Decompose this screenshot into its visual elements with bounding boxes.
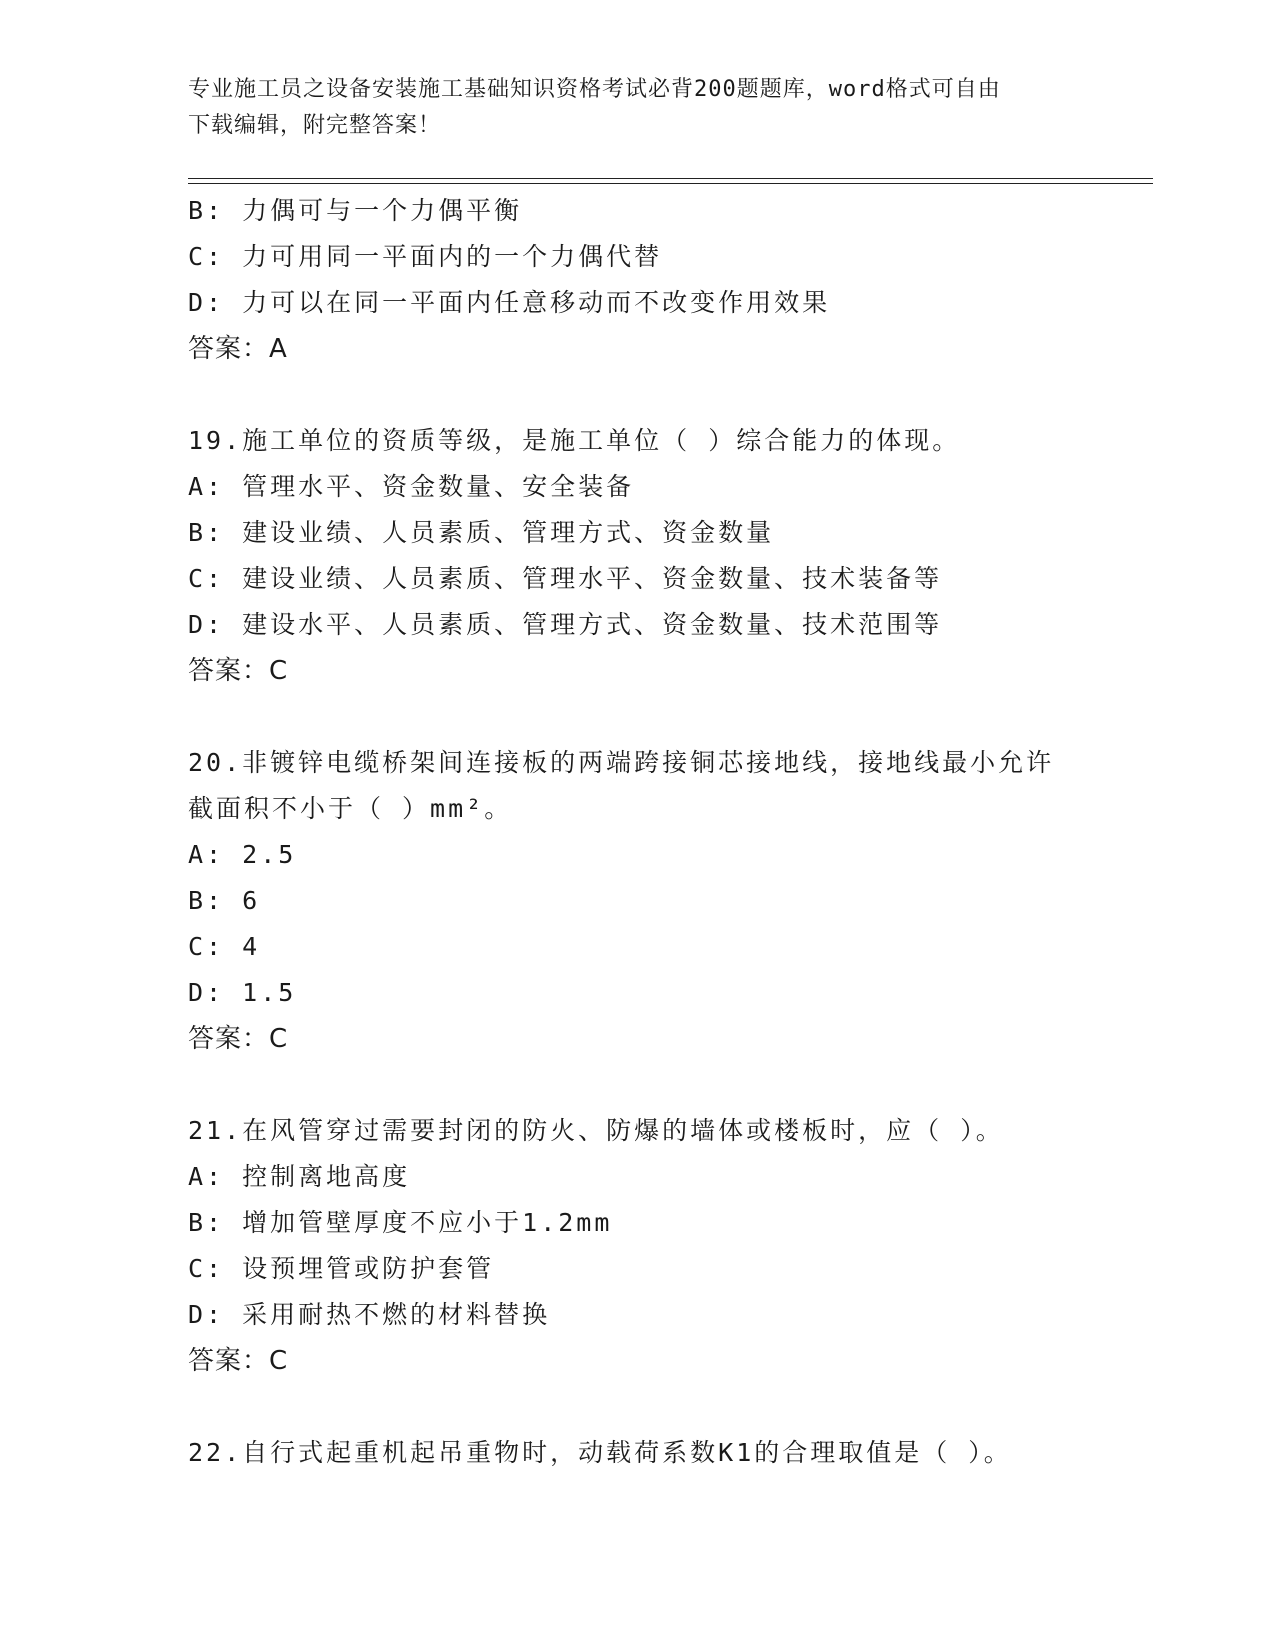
option-b: B: 6 [188, 886, 261, 915]
option-d: D: 采用耐热不燃的材料替换 [188, 1300, 551, 1329]
question-22 [188, 1430, 1088, 1476]
question-stem-continued: 截面积不小于（ ）mm²。 [188, 794, 513, 823]
spacer [188, 694, 1088, 740]
option-a: A: 控制离地高度 [188, 1162, 411, 1191]
question-21 [188, 1108, 1088, 1384]
answer-line: 答案：C [188, 656, 289, 686]
question-stem: 21.在风管穿过需要封闭的防火、防爆的墙体或楼板时，应（ ）。 [188, 1116, 1004, 1145]
document-header [188, 72, 1068, 144]
header-divider-top [188, 178, 1153, 179]
option-c: C: 设预埋管或防护套管 [188, 1254, 495, 1283]
option-d: D: 建设水平、人员素质、管理方式、资金数量、技术范围等 [188, 610, 943, 639]
option-a: A: 管理水平、资金数量、安全装备 [188, 472, 635, 501]
option-c: C: 建设业绩、人员素质、管理水平、资金数量、技术装备等 [188, 564, 943, 593]
option-c: C: 力可用同一平面内的一个力偶代替 [188, 242, 663, 271]
answer-line: 答案：C [188, 1024, 289, 1054]
spacer [188, 1062, 1088, 1108]
option-d: D: 1.5 [188, 978, 297, 1007]
question-list [188, 188, 1088, 1476]
option-c: C: 4 [188, 932, 261, 961]
option-a: A: 2.5 [188, 840, 297, 869]
answer-line: 答案：C [188, 1346, 289, 1376]
spacer [188, 1384, 1088, 1430]
question-stem: 20.非镀锌电缆桥架间连接板的两端跨接铜芯接地线，接地线最小允许 [188, 748, 1055, 777]
question-18-tail [188, 188, 1088, 372]
option-b: B: 增加管壁厚度不应小于1.2mm [188, 1208, 613, 1237]
question-20 [188, 740, 1088, 1062]
header-line-1: 专业施工员之设备安装施工基础知识资格考试必背200题题库，word格式可自由 [188, 77, 1001, 102]
header-line-2: 下载编辑，附完整答案！ [188, 113, 442, 138]
answer-line: 答案：A [188, 334, 288, 364]
header-divider-bottom [188, 183, 1153, 184]
spacer [188, 372, 1088, 418]
question-19 [188, 418, 1088, 694]
question-stem: 22.自行式起重机起吊重物时，动载荷系数K1的合理取值是（ ）。 [188, 1438, 1012, 1467]
option-d: D: 力可以在同一平面内任意移动而不改变作用效果 [188, 288, 831, 317]
option-b: B: 建设业绩、人员素质、管理方式、资金数量 [188, 518, 775, 547]
option-b: B: 力偶可与一个力偶平衡 [188, 196, 523, 225]
question-stem: 19.施工单位的资质等级，是施工单位（ ）综合能力的体现。 [188, 426, 961, 455]
